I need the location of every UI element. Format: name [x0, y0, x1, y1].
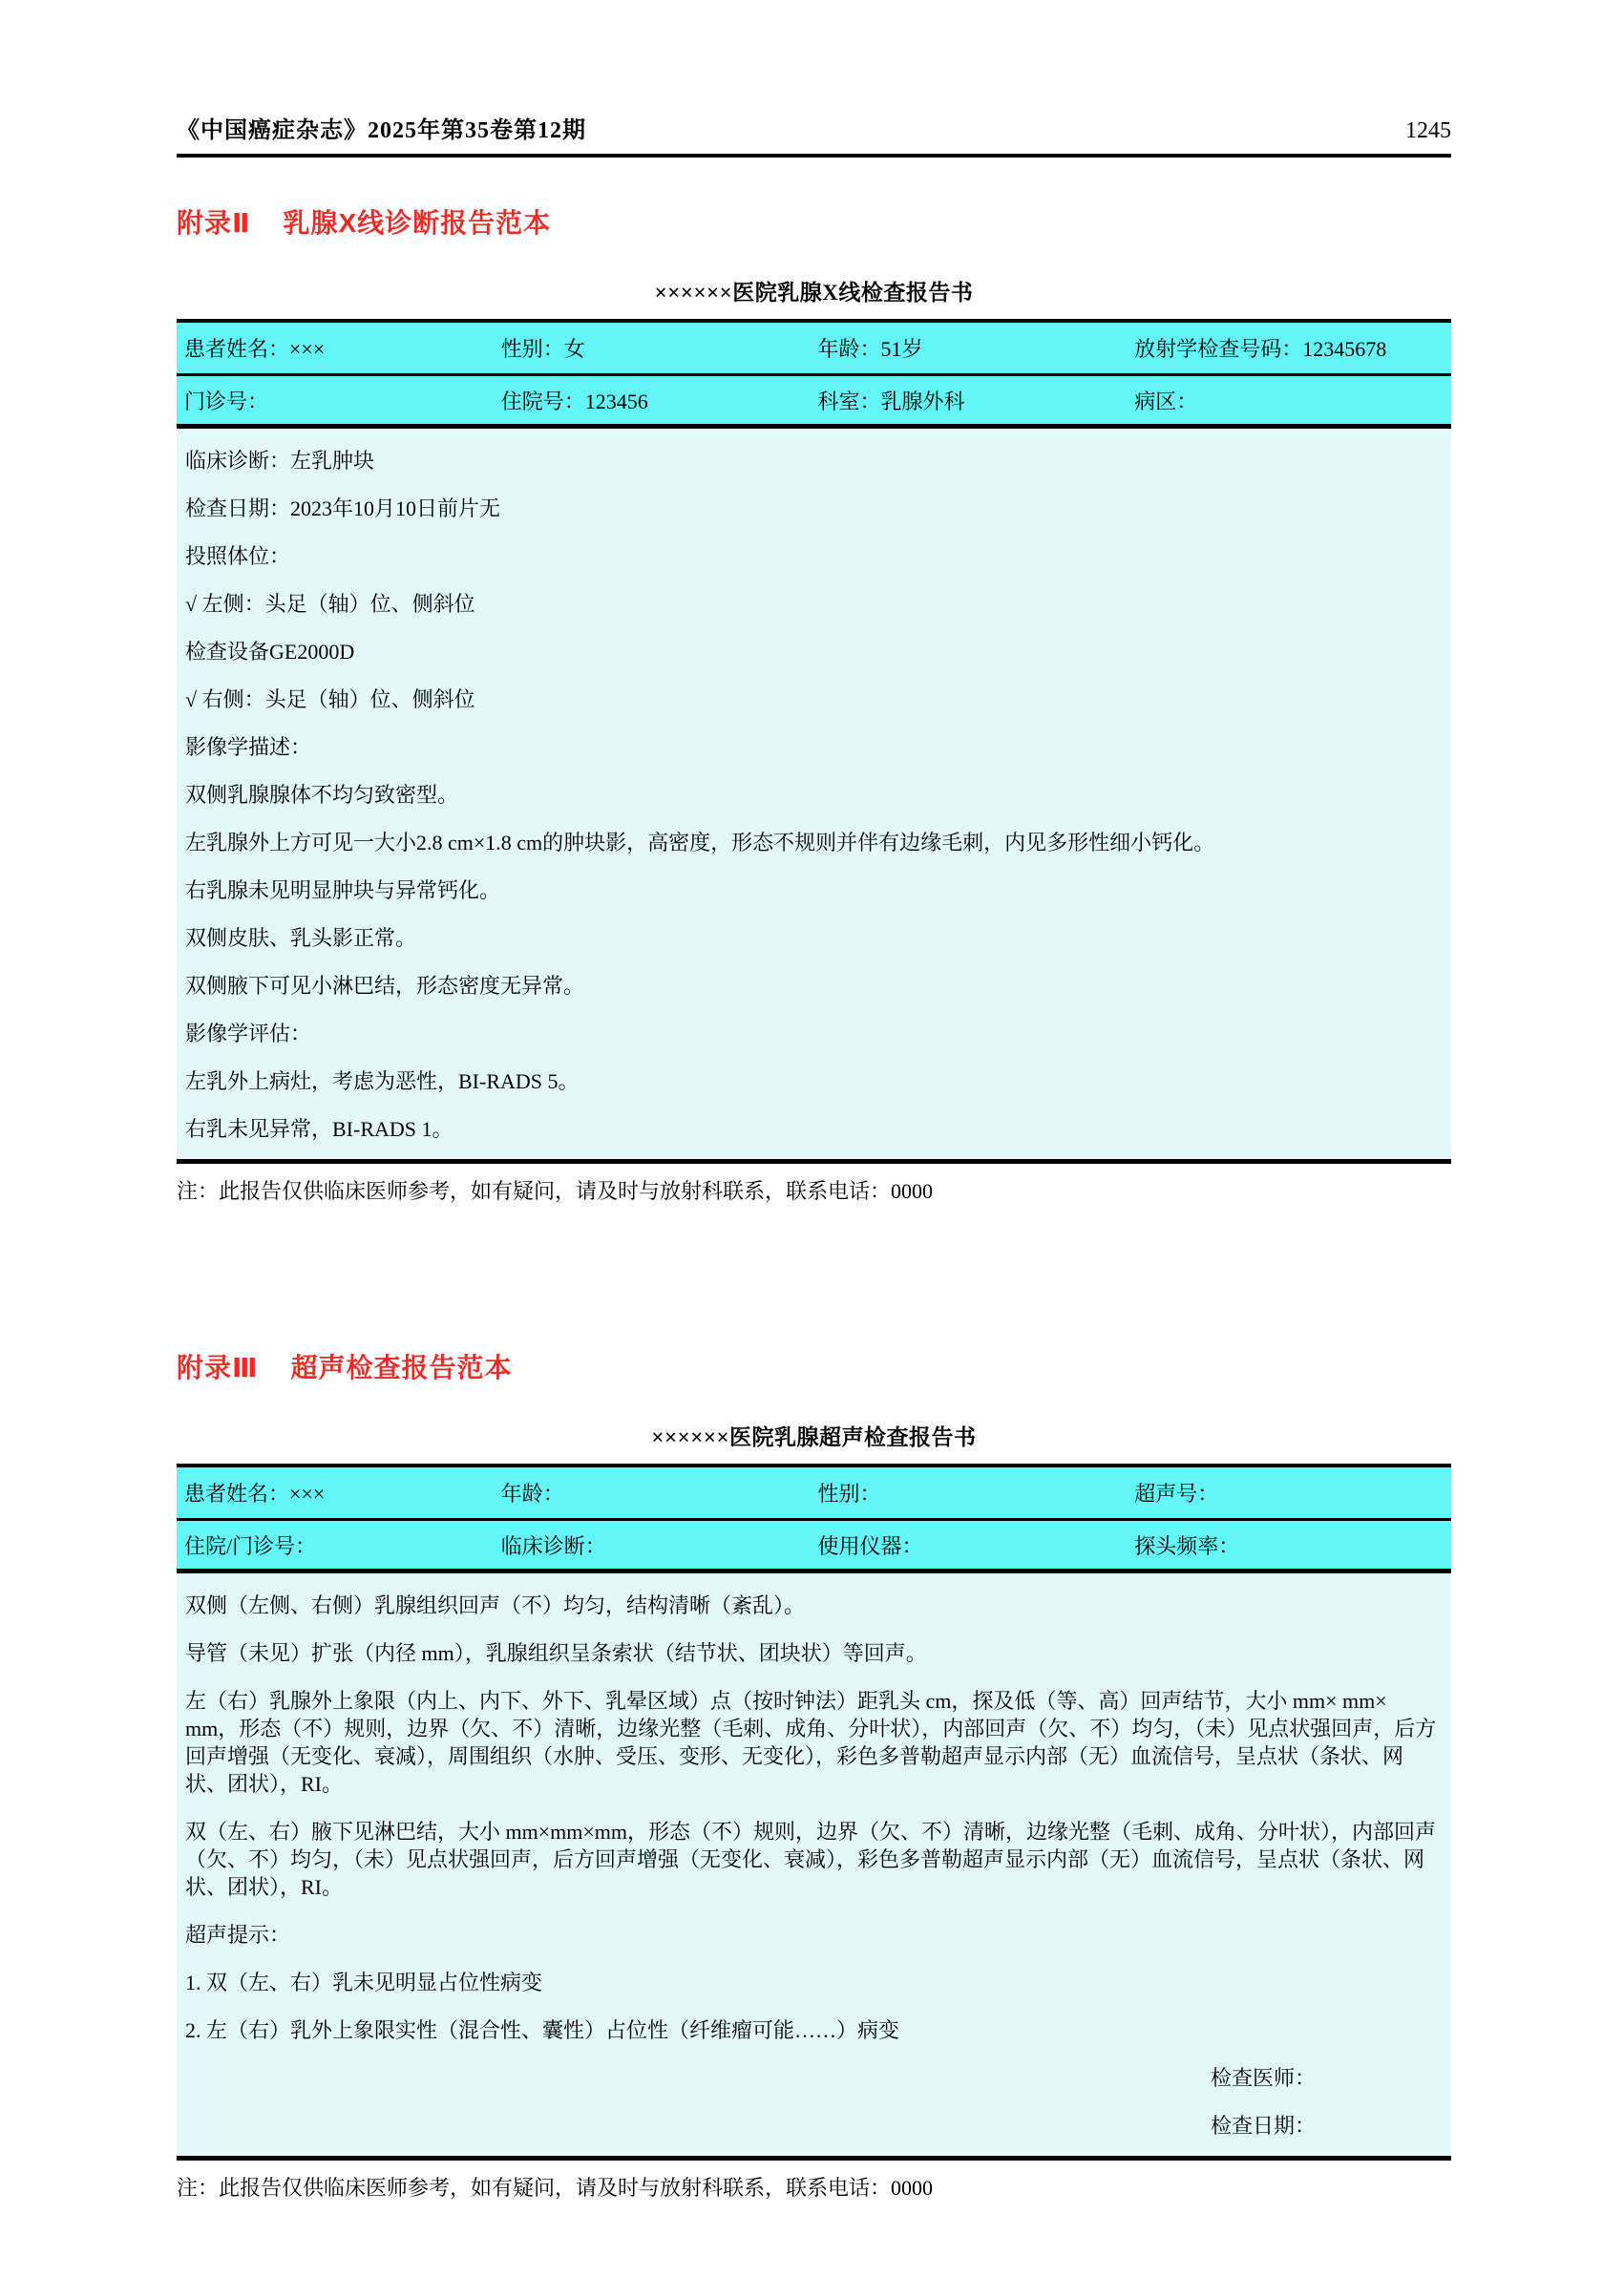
appendix-3-section [177, 1347, 1451, 2202]
ward-field: 病区： [1134, 389, 1198, 413]
examination-date-line: 检查日期： [1210, 2114, 1316, 2138]
age-field: 年龄：51岁 [817, 337, 923, 361]
inpatient-outpatient-number-field: 住院/门诊号： [184, 1533, 317, 1558]
outpatient-number-field: 门诊号： [184, 389, 269, 413]
sex-field: 性别：女 [500, 337, 585, 361]
appendix-2-section [177, 202, 1451, 1205]
report-line: 超声提示： [185, 1923, 291, 1947]
mammography-report-body [177, 424, 1451, 1159]
journal-running-head [177, 116, 1451, 145]
appendix-2-note: 注：此报告仅供临床医师参考，如有疑问，请及时与放射科联系，联系电话：0000 [177, 1179, 934, 1203]
report-line: 检查设备GE2000D [185, 640, 355, 664]
patient-name-field: 患者姓名：××× [184, 337, 326, 361]
report-line: 右乳腺未见明显肿块与异常钙化。 [185, 878, 501, 902]
table-info-row [177, 1467, 1451, 1518]
age-field: 年龄： [500, 1482, 564, 1506]
report-line: 左乳外上病灶，考虑为恶性，BI-RADS 5。 [185, 1069, 580, 1093]
ultrasound-report-table [177, 1464, 1451, 2161]
report-line: 2. 左（右）乳外上象限实性（混合性、囊性）占位性（纤维瘤可能……）病变 [185, 2018, 900, 2042]
appendix-3-report-title: ××××××医院乳腺超声检查报告书 [651, 1425, 977, 1449]
ultrasound-report-body [177, 1569, 1451, 2156]
report-line: 投照体位： [185, 544, 291, 568]
examining-physician-line: 检查医师： [1210, 2066, 1316, 2090]
patient-name-field: 患者姓名：××× [184, 1482, 326, 1506]
appendix-2-label: 附录Ⅱ [177, 208, 251, 238]
page-number: 1245 [1405, 118, 1451, 143]
appendix-2-name: 乳腺X线诊断报告范本 [283, 208, 552, 238]
report-line: 影像学评估： [185, 1022, 312, 1045]
appendix-2-title [177, 202, 1451, 241]
report-line: 双侧皮肤、乳头影正常。 [185, 926, 417, 950]
inpatient-number-field: 住院号：123456 [500, 389, 648, 413]
report-line: 双侧乳腺腺体不均匀致密型。 [185, 783, 459, 807]
report-line: 检查日期：2023年10月10日前片无 [185, 496, 501, 520]
ultrasound-number-field: 超声号： [1134, 1482, 1219, 1506]
report-line: 临床诊断：左乳肿块 [185, 449, 375, 473]
radiology-number-field: 放射学检查号码：12345678 [1134, 337, 1387, 361]
header-rule [177, 154, 1451, 158]
report-line: 1. 双（左、右）乳未见明显占位性病变 [185, 1971, 543, 1994]
mammography-report-table [177, 319, 1451, 1164]
report-line: 右乳未见异常，BI-RADS 1。 [185, 1117, 453, 1141]
report-line: 左（右）乳腺外上象限（内上、内下、外下、乳晕区域）点（按时钟法）距乳头 cm，探及低（等、高）回声结节，大小 mm× mm× mm，形态（不）规则，边界（欠、不）清晰，边缘光整（毛刺、成角、分叶状），内部回声（欠、不）均匀，（未）见点状强回声，后方回声增强（无变化、衰减），周围组织（水肿、受压、变形、无变化），彩色多普勒超声显示内部（无）血流信号，呈点状（条状、网状、团状），RI。 [185, 1689, 1437, 1796]
appendix-3-label: 附录Ⅲ [177, 1353, 259, 1382]
report-line: √ 右侧：头足（轴）位、侧斜位 [185, 687, 475, 711]
report-line: 双（左、右）腋下见淋巴结，大小 mm×mm×mm，形态（不）规则，边界（欠、不）清晰，边缘光整（毛刺、成角、分叶状），内部回声（欠、不）均匀，（未）见点状强回声，后方回声增强（无变化、衰减），彩色多普勒超声显示内部（无）血流信号，呈点状（条状、网状、团状），RI。 [185, 1820, 1436, 1899]
appendix-3-name: 超声检查报告范本 [290, 1353, 513, 1382]
appendix-3-title [177, 1347, 1451, 1385]
table-info-row [177, 323, 1451, 373]
probe-frequency-field: 探头频率： [1134, 1533, 1240, 1558]
table-info-row [177, 1518, 1451, 1569]
report-line: 导管（未见）扩张（内径 mm），乳腺组织呈条索状（结节状、团块状）等回声。 [185, 1641, 927, 1665]
report-line: 左乳腺外上方可见一大小2.8 cm×1.8 cm的肿块影，高密度，形态不规则并伴有边缘毛刺，内见多形性细小钙化。 [185, 831, 1215, 854]
sex-field: 性别： [817, 1482, 881, 1506]
table-info-row [177, 373, 1451, 424]
report-line: √ 左侧：头足（轴）位、侧斜位 [185, 592, 475, 616]
journal-title: 《中国癌症杂志》2025年第35卷第12期 [177, 118, 586, 143]
report-line: 影像学描述： [185, 735, 312, 759]
clinical-diagnosis-field: 临床诊断： [500, 1533, 606, 1558]
appendix-2-report-title: ××××××医院乳腺X线检查报告书 [654, 281, 974, 305]
report-line: 双侧腋下可见小淋巴结，形态密度无异常。 [185, 974, 585, 998]
instrument-field: 使用仪器： [817, 1533, 923, 1558]
department-field: 科室：乳腺外科 [817, 389, 965, 413]
report-line: 双侧（左侧、右侧）乳腺组织回声（不）均匀，结构清晰（紊乱）。 [185, 1593, 806, 1617]
appendix-3-note: 注：此报告仅供临床医师参考，如有疑问，请及时与放射科联系，联系电话：0000 [177, 2176, 934, 2200]
